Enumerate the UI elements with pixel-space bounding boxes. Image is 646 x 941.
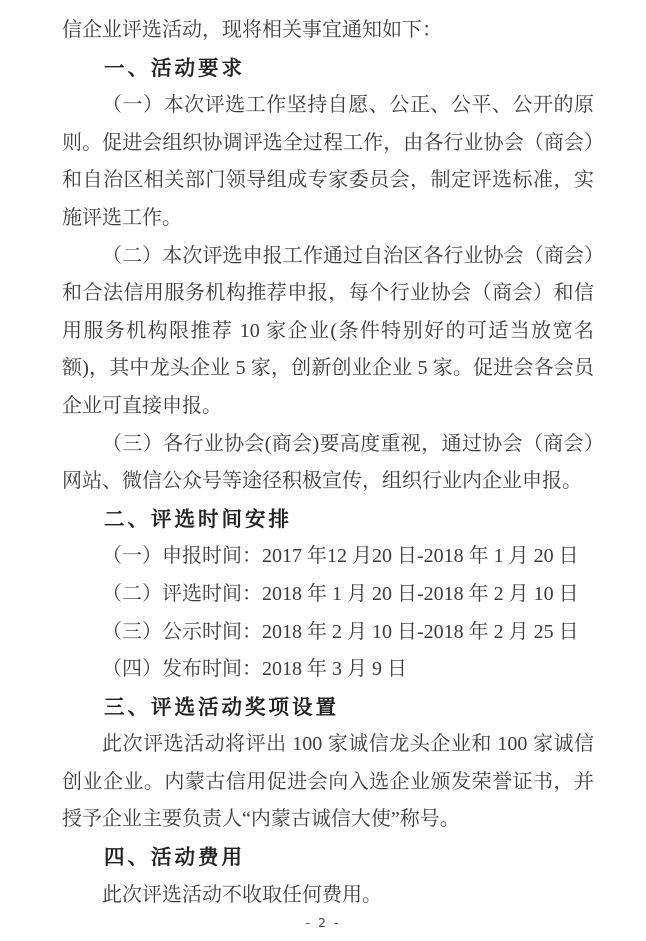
paragraph-awards: 此次评选活动将评出 100 家诚信龙头企业和 100 家诚信创业企业。内蒙古信用促进会向入选企业颁发荣誉证书，并授予企业主要负责人“内蒙古诚信大使”称号。 [62, 733, 594, 831]
schedule-application-period: （一）申报时间：2017 年12 月20 日-2018 年 1 月 20 日 [102, 545, 579, 568]
paragraph-fees: 此次评选活动不收取任何费用。 [102, 883, 382, 906]
section-heading-4-fees: 四、活动费用 [104, 846, 246, 870]
section-heading-1-activity-requirements: 一、活动要求 [104, 56, 246, 80]
paragraph-publicity: （三）各行业协会(商会)要高度重视，通过协会（商会）网站、微信公众号等途径积极宣传，组织行业内企业申报。 [62, 432, 594, 493]
intro-continuation-line: 信企业评选活动，现将相关事宜通知如下： [62, 19, 442, 41]
paragraph-application-channels: （二）本次评选申报工作通过自治区各行业协会（商会）和合法信用服务机构推荐申报，每个行业协会（商会）和信用服务机构限推荐 10 家企业(条件特别好的可适当放宽名额)，其中龙头企业 5 家，创新创业企业 5 家。促进会各会员企业可直接申报。 [62, 244, 594, 417]
section-heading-2-schedule: 二、评选时间安排 [104, 507, 293, 531]
paragraph-principles: （一）本次评选工作坚持自愿、公正、公平、公开的原则。促进会组织协调评选全过程工作，由各行业协会（商会）和自治区相关部门领导组成专家委员会，制定评选标准，实施评选工作。 [62, 94, 594, 229]
schedule-selection-period: （二）评选时间：2018 年 1 月 20 日-2018 年 2 月 10 日 [102, 582, 579, 605]
document-body [62, 12, 594, 914]
schedule-publicity-period: （三）公示时间：2018 年 2 月 10 日-2018 年 2 月 25 日 [102, 620, 579, 643]
schedule-release-date: （四）发布时间：2018 年 3 月 9 日 [102, 658, 407, 681]
section-heading-3-awards: 三、评选活动奖项设置 [104, 695, 340, 719]
page-number: - 2 - [305, 915, 341, 930]
